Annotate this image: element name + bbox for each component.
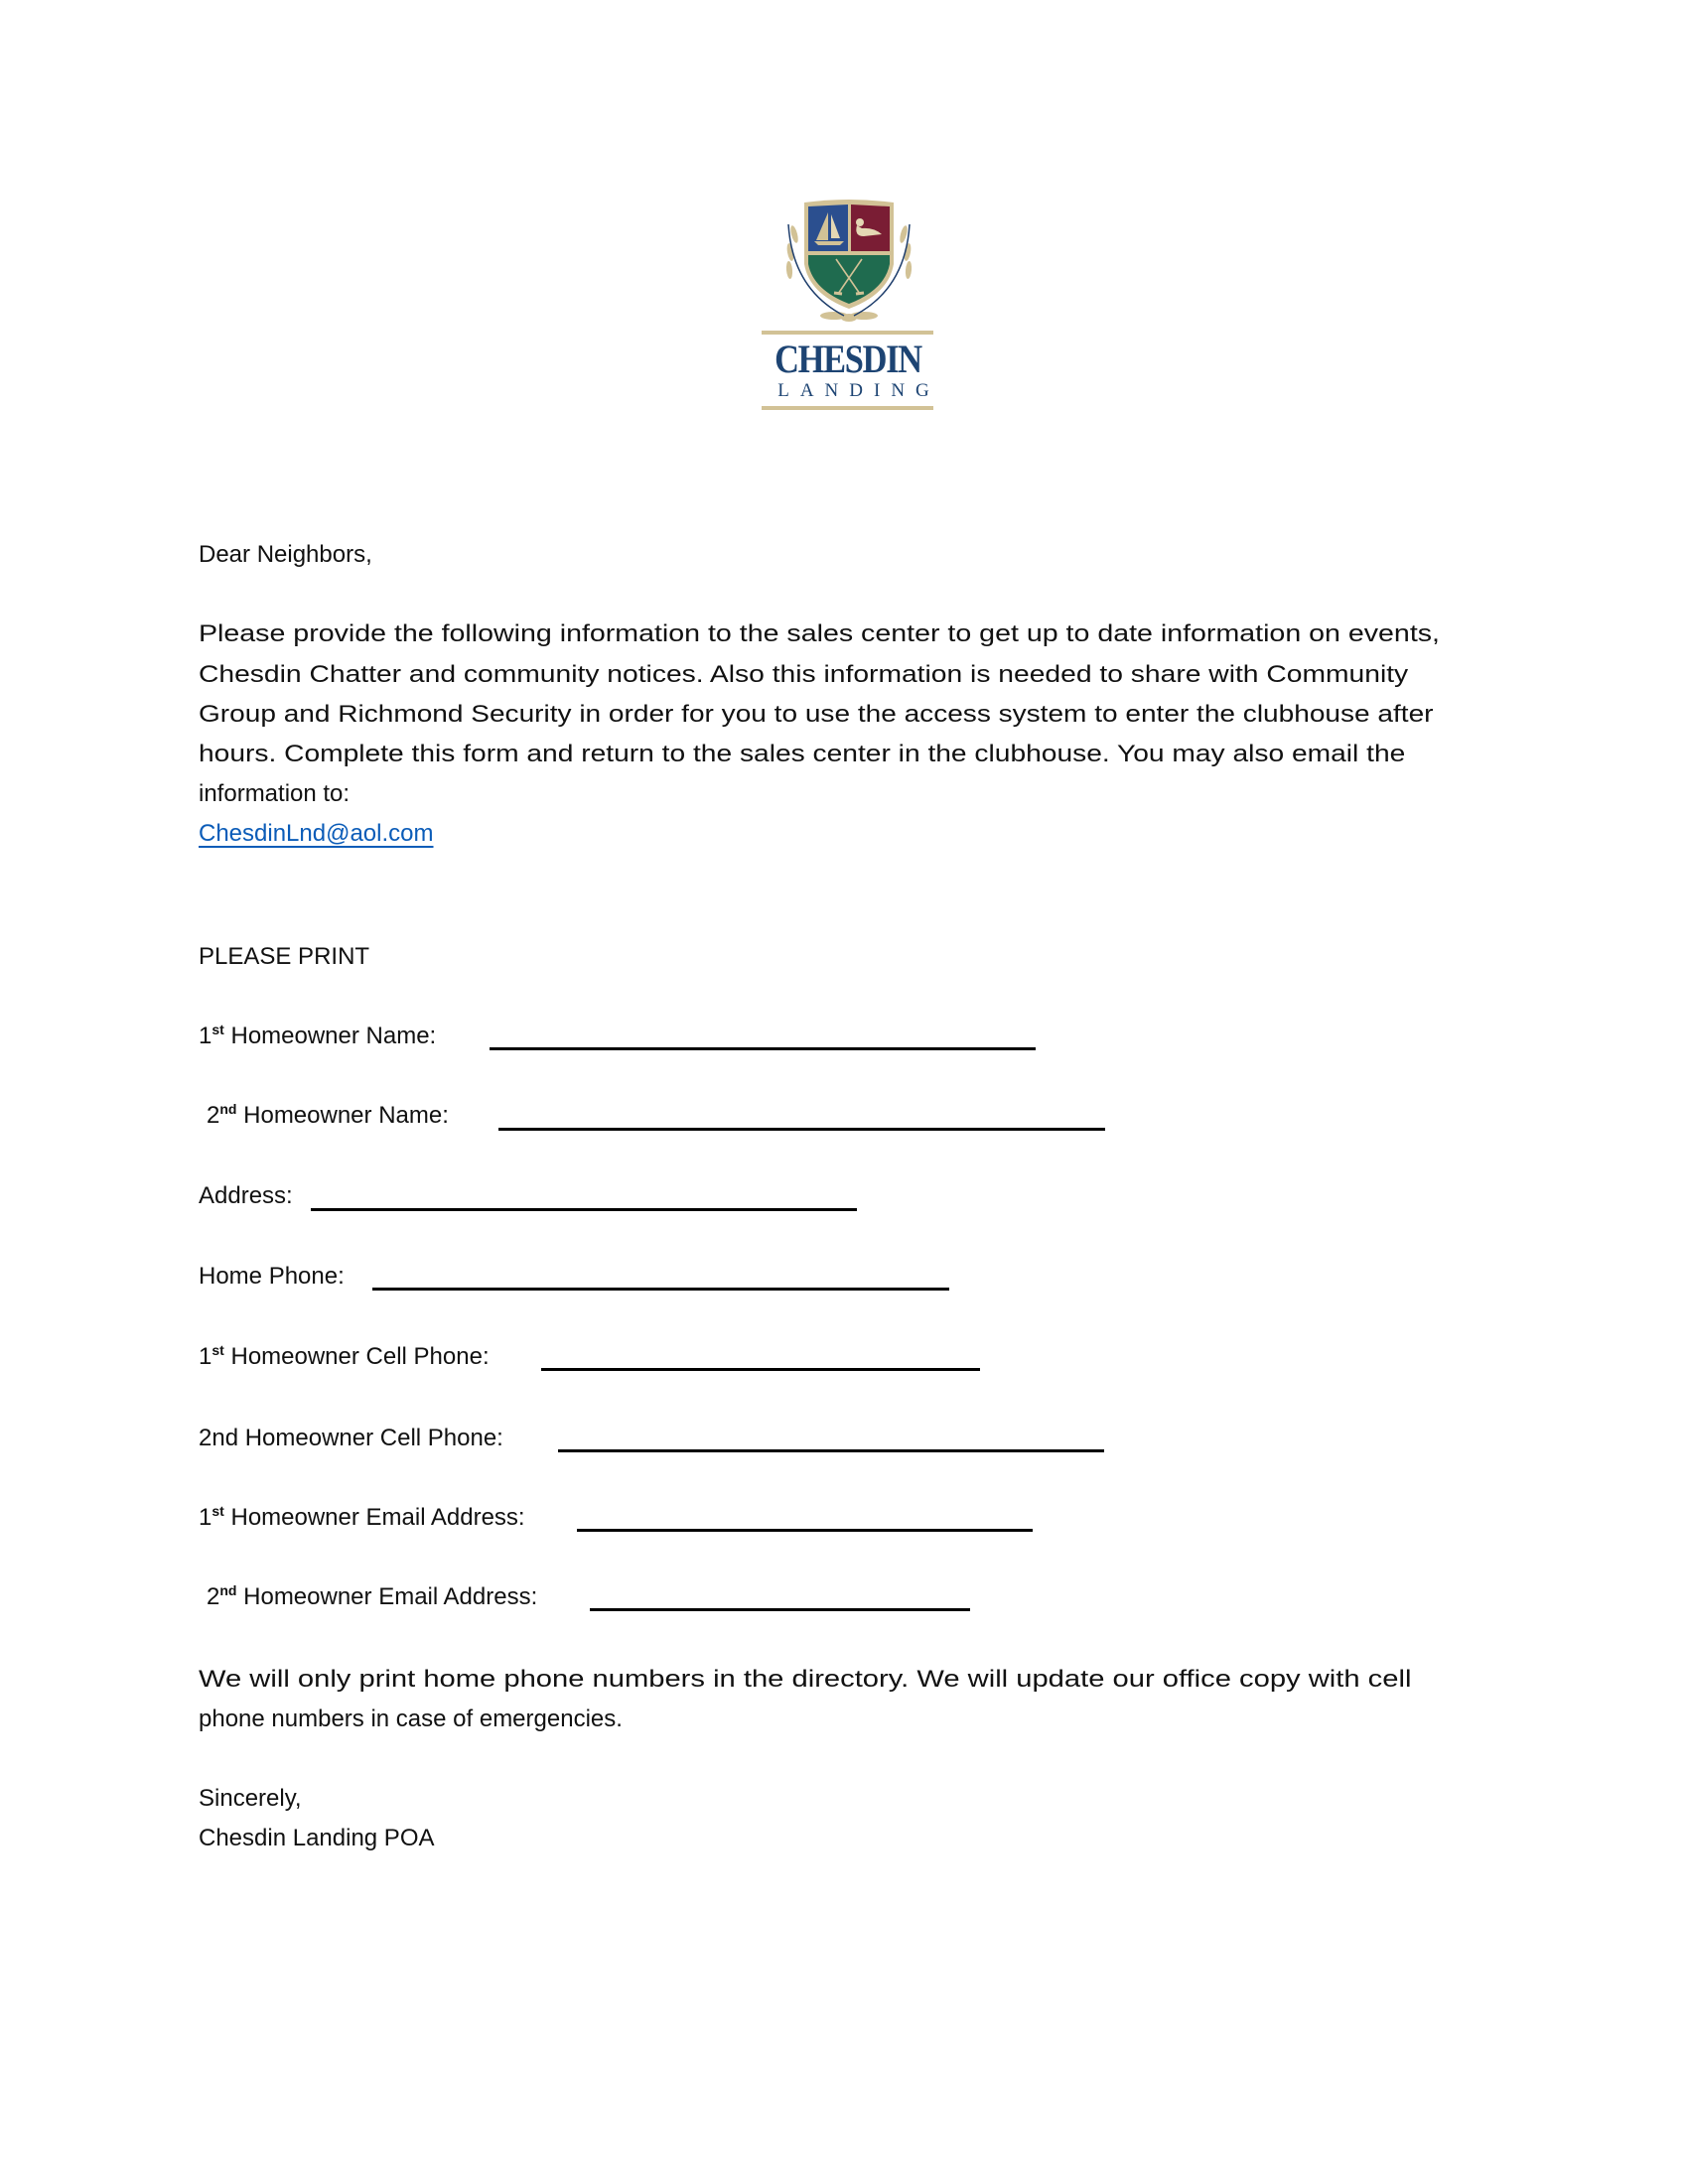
logo-title: CHESDIN (774, 337, 921, 381)
signoff: Sincerely, (199, 1785, 302, 1812)
first-homeowner-name-input[interactable] (490, 1047, 1036, 1050)
closing-line: We will only print home phone numbers in the directory. We will update our office copy with cell (199, 1666, 1412, 1693)
intro-line: Chesdin Chatter and community notices. Also this information is needed to share with Community (199, 661, 1409, 688)
field-address-label: Address: (199, 1182, 293, 1209)
second-cell-phone-input[interactable] (558, 1449, 1104, 1452)
logo-top-rule (762, 331, 933, 335)
salutation: Dear Neighbors, (199, 541, 372, 568)
second-email-input[interactable] (590, 1608, 970, 1611)
signature: Chesdin Landing POA (199, 1825, 435, 1851)
email-line (199, 822, 434, 846)
intro-line: Please provide the following information to the sales center to get up to date information on events, (199, 620, 1440, 647)
closing-line: phone numbers in case of emergencies. (199, 1706, 623, 1732)
field-home-phone-label: Home Phone: (199, 1263, 345, 1290)
logo-bottom-rule (762, 406, 933, 410)
home-phone-input[interactable] (372, 1288, 949, 1291)
crest-shield-icon (755, 195, 943, 329)
chesdin-landing-logo (755, 195, 943, 415)
field-first-cell-phone-label: 1st Homeowner Cell Phone: (199, 1342, 490, 1370)
address-input[interactable] (311, 1208, 857, 1211)
print-instruction: PLEASE PRINT (199, 943, 370, 970)
first-email-input[interactable] (577, 1529, 1033, 1532)
second-homeowner-name-input[interactable] (498, 1128, 1105, 1131)
logo-subtitle: LANDING (777, 380, 940, 401)
email-link[interactable]: ChesdinLnd@aol.com (199, 820, 434, 847)
field-second-cell-phone-label: 2nd Homeowner Cell Phone: (199, 1425, 503, 1451)
field-first-homeowner-name-label: 1st Homeowner Name: (199, 1022, 437, 1049)
field-first-email-label: 1st Homeowner Email Address: (199, 1503, 525, 1531)
intro-line: information to: (199, 780, 351, 807)
intro-line: Group and Richmond Security in order for you to use the access system to enter the clubhouse after (199, 701, 1434, 728)
field-second-homeowner-name-label: 2nd Homeowner Name: (207, 1101, 449, 1129)
intro-line: hours. Complete this form and return to the sales center in the clubhouse. You may also email the (199, 741, 1406, 767)
field-second-email-label: 2nd Homeowner Email Address: (207, 1582, 538, 1610)
first-cell-phone-input[interactable] (541, 1368, 980, 1371)
